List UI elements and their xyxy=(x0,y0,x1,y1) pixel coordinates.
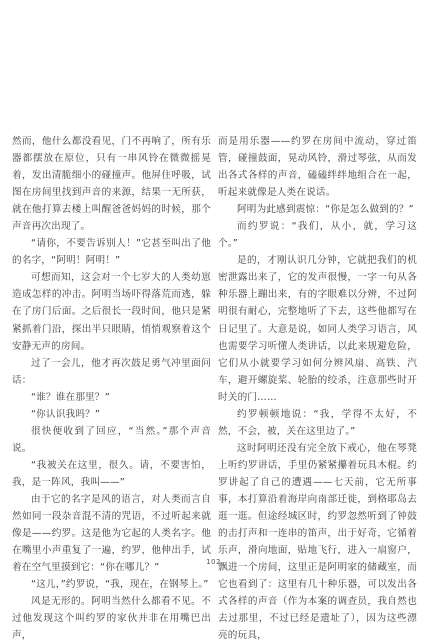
page-number: 102 xyxy=(206,558,221,566)
paragraph: 然而，他什么都没看见，门不再响了，所有乐器都摆放在原位，只有一串风铃在微微摇晃着，发出清脆细小的碰撞声。他屏住呼吸，试图在房间里找到声音的来源，结果一无所获，就在他打算去楼上叫醒爸爸妈妈的时候，那个声音再次出现了。 xyxy=(12,136,211,233)
paragraph: 可想而知，这会对一个七岁大的人类幼崽造成怎样的冲击。阿明当场吓得落荒而逃，躲在了房门后面。之后很长一段时间，他只是紧紧抓着门沿，探出半只眼睛，悄悄观察着这个安静无声的房间。 xyxy=(12,272,211,352)
right-text-column xyxy=(218,133,417,644)
paragraph: “这儿，”约罗说，“我，现在，在钢琴上。” xyxy=(31,579,209,591)
paragraph: 很快便收到了回应，“当然。”那个声音说。 xyxy=(12,425,211,454)
paragraph: 是的，才刚认识几分钟，它就把我们的机密泄露出来了，它的发声很慢，一字一句从各种乐器上蹦出来，有的字眼难以分辨，不过阿明很有耐心，完整地听了下去，这些他都写在日记里了。大意是说，如同人类学习语言，风也需要学习听懂人类讲话，以此来规避危险，它们从小就要学习如何分辨风扇、高铁、汽车，避开螺旋桨、轮胎的绞杀，注意那些时开时关的门…… xyxy=(218,255,417,403)
paragraph: 而是用乐器——约罗在房间中流动，穿过笛管，碰撞鼓面，晃动风铃，滑过琴弦，从而发出各式各样的声音，磕磕绊绊地组合在一起，听起来就像是人类在说话。 xyxy=(218,136,417,199)
paragraph: 过了一会儿，他才再次鼓足勇气冲里面问话： xyxy=(12,357,211,386)
paragraph: 风是无形的。阿明当然什么都看不见。不过他发现这个叫约罗的家伙并非在用嘴巴出声， xyxy=(12,596,211,642)
paragraph: 这时阿明还没有完全放下戒心，他在琴凳上听约罗讲话，手里仍紧紧攥着玩具木棍。约罗讲起了自己的遭遇——七天前，它无所事事，本打算沿着海岸向南部迁徙，到格耶岛去逛一逛。但途经城区时，约罗忽然听到了钟鼓的击打声和一连串的笛声，出于好奇，它循着乐声，滑向地面，贴地飞行，进入一扇窗户，飘进一个房间，这里正是阿明家的储藏室，而它也看到了：这里有几十种乐器，可以发出各式各样的声音（作为本案的调查员，我自然也去过那里，不过已经是遗址了），因为这些漂亮的玩具， xyxy=(218,442,417,642)
paragraph: “谁？谁在那里？” xyxy=(31,391,110,403)
paragraph: 而约罗说：“我们，从小，就，学习这个。” xyxy=(218,221,417,250)
left-text-column xyxy=(12,133,211,644)
paragraph: 约罗顿顿地说：“我，学得不太好，不然，不会，被，关在这里边了。” xyxy=(218,408,417,437)
paragraph: 阿明为此感到震惊：“你是怎么做到的？” xyxy=(237,204,414,216)
paragraph: 由于它的名字是风的语言，对人类而言自然如同一段杂音混不清的咒语，不过听起来就像是——约罗。这是他为它起的人类名字。他在嘴里小声重复了一遍，约罗，他伸出手，试着在空气里摸到它：“你在哪儿？” xyxy=(12,493,211,574)
paragraph: “你认识我吗？” xyxy=(31,408,101,420)
paragraph: “请你，不要告诉别人！”它甚至叫出了他的名字，“阿明！阿明！” xyxy=(12,238,211,267)
paragraph: “我被关在这里，很久。请，不要害怕，我，是一阵风，我叫——” xyxy=(12,459,211,488)
